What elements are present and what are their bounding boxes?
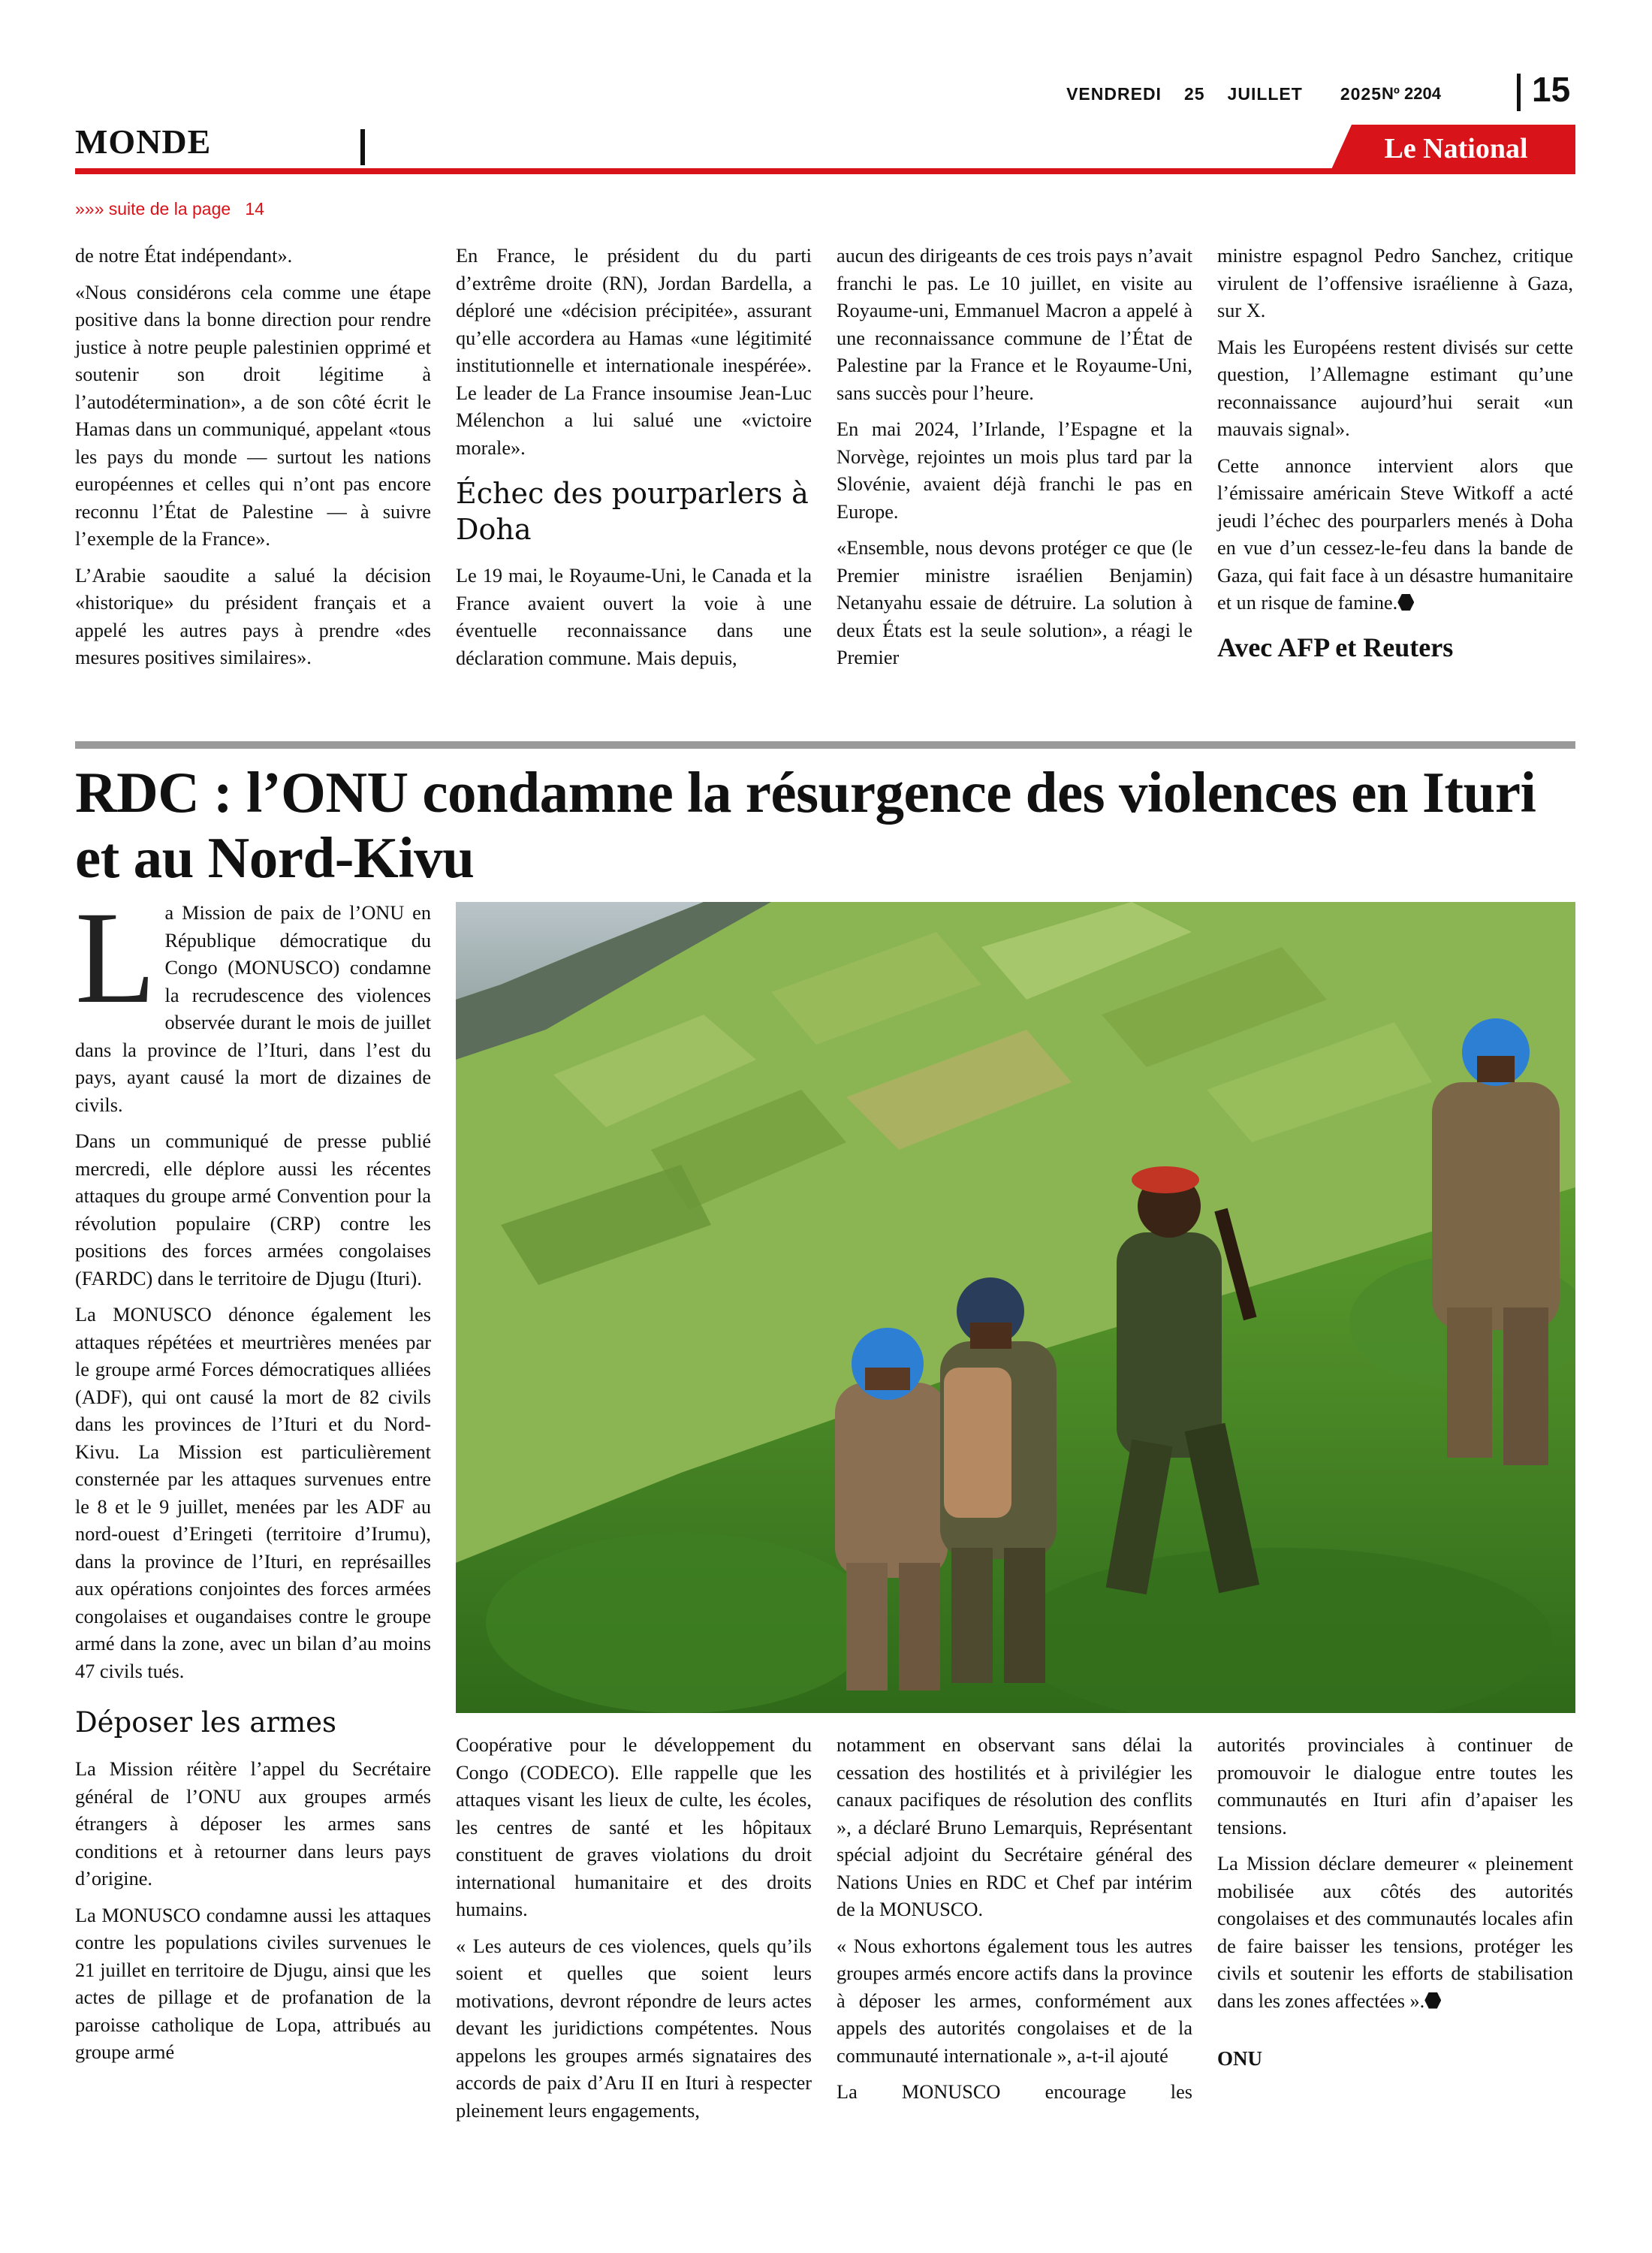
prev-article-column-3 bbox=[837, 243, 1192, 681]
paragraph: La MONUSCO encourage les bbox=[837, 2081, 1192, 2103]
paragraph: «Ensemble, nous devons protéger ce que (le Premier ministre israélien Benjamin) Netanyahu essaie de détruire. La solution à deux États est la seule solution», a réagi le Premier bbox=[837, 537, 1192, 668]
section-divider bbox=[360, 129, 365, 165]
end-of-article-mark bbox=[1397, 594, 1414, 611]
subheading: Échec des pourparlers à Doha bbox=[456, 477, 809, 546]
page-number: 15 bbox=[1532, 70, 1571, 109]
article-photo bbox=[456, 902, 1575, 1713]
date-year: 2025 bbox=[1340, 84, 1382, 104]
continued-from-note: »»» suite de la page 14 bbox=[75, 199, 264, 219]
paragraph: ministre espagnol Pedro Sanchez, critique virulent de l’offensive israélienne à Gaza, sur X. bbox=[1217, 245, 1573, 321]
date-number: 25 bbox=[1183, 84, 1205, 104]
subheading: Déposer les armes bbox=[75, 1706, 337, 1739]
section-title: MONDE bbox=[75, 122, 212, 161]
article-separator-rule bbox=[75, 741, 1575, 749]
paragraph bbox=[1217, 453, 1573, 617]
article-signature: ONU bbox=[1217, 2047, 1262, 2070]
lead-paragraph bbox=[75, 885, 431, 1119]
paragraph: notamment en observant sans délai la cessation des hostilités et à privilégier les canaux pacifiques de résolution des conflits », a déclaré Bruno Lemarquis, Représentant spécial adjoint du Secrétaire général des Nations Unies en RDC et Chef par intérim de la MONUSCO. bbox=[837, 1734, 1192, 1920]
paragraph: autorités provinciales à continuer de promouvoir le dialogue entre toutes les communautés en Ituri afin d’apaiser les tensions. bbox=[1217, 1734, 1573, 1838]
paragraph-text: Cette annonce intervient alors que l’émissaire américain Steve Witkoff a acté jeudi l’échec des pourparlers menés à Doha en vue d’un cessez-le-feu dans la bande de Gaza, qui fait face à un désastre humanitaire et un risque de famine. bbox=[1217, 454, 1573, 614]
article-signature: Avec AFP et Reuters bbox=[1217, 632, 1454, 662]
issue-date bbox=[1066, 84, 1382, 104]
lead-text: a Mission de paix de l’ONU en République démocratique du Congo (MONUSCO) condamne la recrudescence des violences observée durant le mois de juillet dans la province de l’Ituri, dans l’est du pays, ayant causé la mort de dizaines de civils. bbox=[75, 902, 431, 1116]
paragraph: Le 19 mai, le Royaume-Uni, le Canada et la France avaient ouvert la voie à une éventuelle reconnaissance dans une déclaration commune. Mais depuis, bbox=[456, 565, 812, 669]
date-month: JUILLET bbox=[1227, 84, 1303, 104]
paragraph: L’Arabie saoudite a salué la décision «historique» du président français et a appelé les autres pays à prendre «des mesures positives similaires». bbox=[75, 564, 431, 668]
article-headline: RDC : l’ONU condamne la résurgence des violences en Ituri et au Nord-Kivu bbox=[75, 760, 1536, 890]
paragraph: «Nous considérons cela comme une étape positive dans la bonne direction pour rendre justice à notre peuple palestinien opprimé et soutenir son droit légitime à l’autodétermination», a de son côté écrit le Hamas dans un communiqué, appelant «tous les pays du monde — surtout les nations européennes et celles qui n’ont pas encore reconnu l’État de Palestine — à suivre l’exemple de la France». bbox=[75, 281, 431, 550]
paragraph: La MONUSCO dénonce également les attaques répétées et meurtrières menées par le groupe armé Forces démocratiques alliées (ADF), qui ont causé la mort de 82 civils dans les provinces de l’Ituri et du Nord-Kivu. La Mission est particulièrement consternée par les attaques survenues entre le 8 et le 9 juillet, menées par les ADF au nord-ouest d’Eringeti (territoire d’Irumu), dans la province de l’Ituri, en représailles aux opérations conjointes des forces armées congolaises et ougandaises contre le groupe armé dans la zone, avec un bilan d’au moins 47 civils tués. bbox=[75, 1304, 431, 1682]
article-column-3 bbox=[837, 1732, 1192, 2116]
prev-article-column-1 bbox=[75, 243, 431, 681]
peacekeepers-hillside-image bbox=[456, 902, 1575, 1713]
paragraph: En France, le président du du parti d’extrême droite (RN), Jordan Bardella, a déploré une «décision précipitée», assurant qu’elle accordera au Hamas «une légitimité institutionnelle et internationale inespérée». Le leader de La France insoumise Jean-Luc Mélenchon a lui salué une «victoire morale». bbox=[456, 245, 812, 459]
paragraph: La MONUSCO condamne aussi les attaques contre les populations civiles survenues le 21 juillet en territoire de Djugu, ainsi que les actes de pillage et de profanation de la paroisse catholique de Lopa, attribués au groupe armé bbox=[75, 1904, 431, 2063]
article-column-4 bbox=[1217, 1732, 1573, 2073]
date-day: VENDREDI bbox=[1066, 84, 1162, 104]
prev-article-column-2 bbox=[456, 243, 812, 681]
paragraph: Mais les Européens restent divisés sur cette question, l’Allemagne estimant qu’une reconnaissance aujourd’hui serait «un mauvais signal». bbox=[1217, 336, 1573, 440]
paragraph bbox=[1217, 1850, 1573, 2015]
end-of-article-mark bbox=[1424, 1992, 1441, 2009]
article-column-2 bbox=[456, 1732, 812, 2134]
article-column-1 bbox=[75, 885, 431, 2076]
paragraph: « Nous exhortons également tous les autres groupes armés encore actifs dans la province à déposer les armes, conformément aux appels des autorités congolaises et de la communauté internationale », a-t-il ajouté bbox=[837, 1935, 1192, 2067]
prev-article-column-4 bbox=[1217, 243, 1573, 661]
paragraph: La Mission réitère l’appel du Secrétaire général de l’ONU aux groupes armés étrangers à déposer les armes sans conditions et à retourner dans leurs pays d’origine. bbox=[75, 1758, 431, 1890]
paragraph: « Les auteurs de ces violences, quels qu’ils soient et quelles que soient leurs motivations, devront répondre de leurs actes devant les juridictions compétentes. Nous appelons les groupes armés signataires des accords de paix d’Aru II en Ituri à respecter pleinement leurs engagements, bbox=[456, 1935, 812, 2122]
issue-number: Nº 2204 bbox=[1382, 84, 1441, 103]
drop-cap: L bbox=[75, 885, 156, 1031]
page-number-separator bbox=[1517, 74, 1521, 111]
paragraph: de notre État indépendant». bbox=[75, 245, 293, 267]
paragraph: Dans un communiqué de presse publié mercredi, elle déplore aussi les récentes attaques du groupe armé Convention pour la révolution populaire (CRP) contre les positions des forces armées congolaises (FARDC) dans le territoire de Djugu (Ituri). bbox=[75, 1130, 431, 1289]
newspaper-brand: Le National bbox=[1384, 133, 1528, 164]
paragraph: En mai 2024, l’Irlande, l’Espagne et la Norvège, rejointes un mois plus tard par la Slovénie, avaient déjà franchi le pas en Europe. bbox=[837, 418, 1192, 523]
paragraph: aucun des dirigeants de ces trois pays n’avait franchi le pas. Le 10 juillet, en visite au Royaume-uni, Emmanuel Macron a appelé à une reconnaissance commune de l’État de Palestine par la France et le Royaume-Uni, sans succès pour l’heure. bbox=[837, 245, 1192, 404]
paragraph-text: La Mission déclare demeurer « pleinement mobilisée aux côtés des autorités congolaises et des communautés locales afin de faire baisser les tensions, protéger les civils et soutenir les efforts de stabilisation dans les zones affectées ». bbox=[1217, 1853, 1573, 2012]
paragraph: Coopérative pour le développement du Congo (CODECO). Elle rappelle que les attaques visant les lieux de culte, les écoles, les centres de santé et les hôpitaux constituent de graves violations du droit international humanitaire et des droits humains. bbox=[456, 1734, 812, 1920]
